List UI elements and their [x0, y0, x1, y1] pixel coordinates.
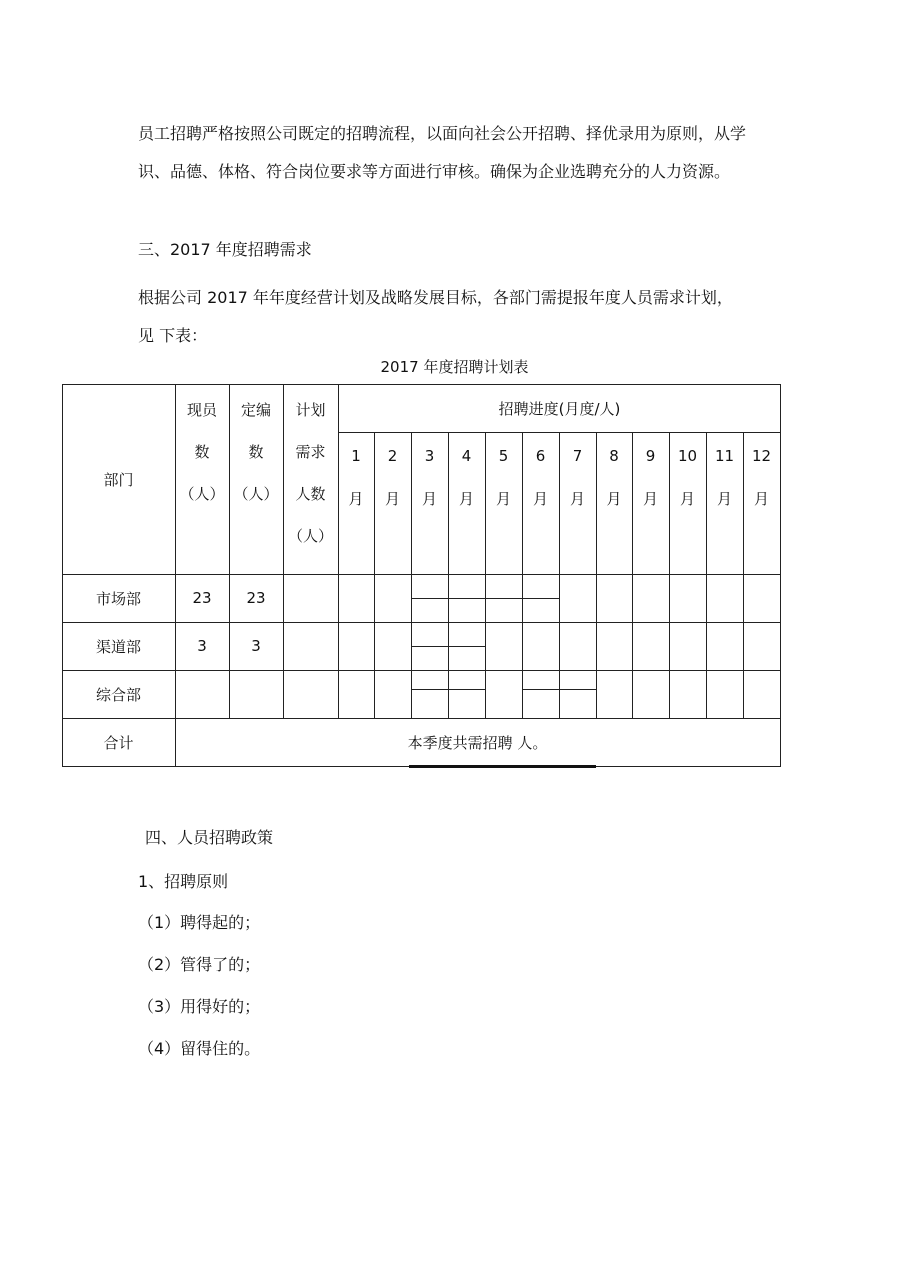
- intro-line-2: 识、品德、体格、符合岗位要求等方面进行审核。确保为企业选聘充分的人力资源。: [138, 162, 731, 181]
- month-header-5: 5 月: [495, 447, 511, 508]
- principle-item-3: （3）用得好的；: [138, 997, 261, 1016]
- section-3-heading: 三、2017 年度招聘需求: [138, 240, 312, 259]
- row-1-current-staff: 23: [192, 589, 212, 607]
- month-header-9: 9 月: [642, 447, 658, 508]
- row-2-department: 渠道部: [95, 637, 141, 656]
- month-header-2: 2 月: [384, 447, 400, 508]
- month-header-8: 8 月: [606, 447, 622, 508]
- header-staff-quota: 定编 数 （人）: [233, 401, 279, 503]
- header-planned-demand: 计划 需求 人数 （人）: [287, 401, 333, 545]
- month-header-7: 7 月: [569, 447, 585, 508]
- table-caption: 2017 年度招聘计划表: [380, 358, 529, 376]
- row-1-department: 市场部: [95, 589, 141, 608]
- row-1-planned-demand: [283, 574, 338, 622]
- total-underline: [409, 765, 596, 768]
- principle-item-2: （2）管得了的；: [138, 955, 261, 974]
- header-current-staff: 现员 数 （人）: [179, 401, 225, 503]
- intro-line-1: 员工招聘严格按照公司既定的招聘流程，以面向社会公开招聘、择优录用为原则，从学: [138, 124, 747, 143]
- header-recruitment-progress: 招聘进度(月度/人): [498, 399, 621, 418]
- header-department: 部门: [103, 470, 134, 489]
- total-label: 合计: [103, 733, 134, 752]
- month-header-3: 3 月: [421, 447, 437, 508]
- month-header-6: 6 月: [532, 447, 548, 508]
- section-3-para-line-1: 根据公司 2017 年年度经营计划及战略发展目标，各部门需提报年度人员需求计划，: [138, 288, 733, 307]
- recruitment-plan-table: [62, 384, 781, 767]
- month-header-4: 4 月: [458, 447, 474, 508]
- total-summary: 本季度共需招聘 人。: [407, 733, 548, 752]
- principle-item-1: （1）聘得起的；: [138, 913, 261, 932]
- month-header-12: 12 月: [751, 447, 772, 508]
- row-2-current-staff: 3: [197, 637, 207, 655]
- month-header-1: 1 月: [348, 447, 364, 508]
- section-4-heading: 四、人员招聘政策: [145, 828, 274, 847]
- row-3-planned-demand: [283, 670, 338, 718]
- month-header-11: 11 月: [714, 447, 735, 508]
- principle-item-4: （4）留得住的。: [138, 1039, 261, 1058]
- row-3-staff-quota: [229, 670, 283, 718]
- row-3-department: 综合部: [95, 685, 141, 704]
- row-2-planned-demand: [283, 622, 338, 670]
- section-4-subheading: 1、招聘原则: [138, 872, 229, 891]
- row-1-staff-quota: 23: [246, 589, 266, 607]
- row-2-staff-quota: 3: [251, 637, 261, 655]
- section-3-para-line-2: 见 下表：: [138, 326, 208, 345]
- month-header-10: 10 月: [677, 447, 698, 508]
- row-3-current-staff: [175, 670, 229, 718]
